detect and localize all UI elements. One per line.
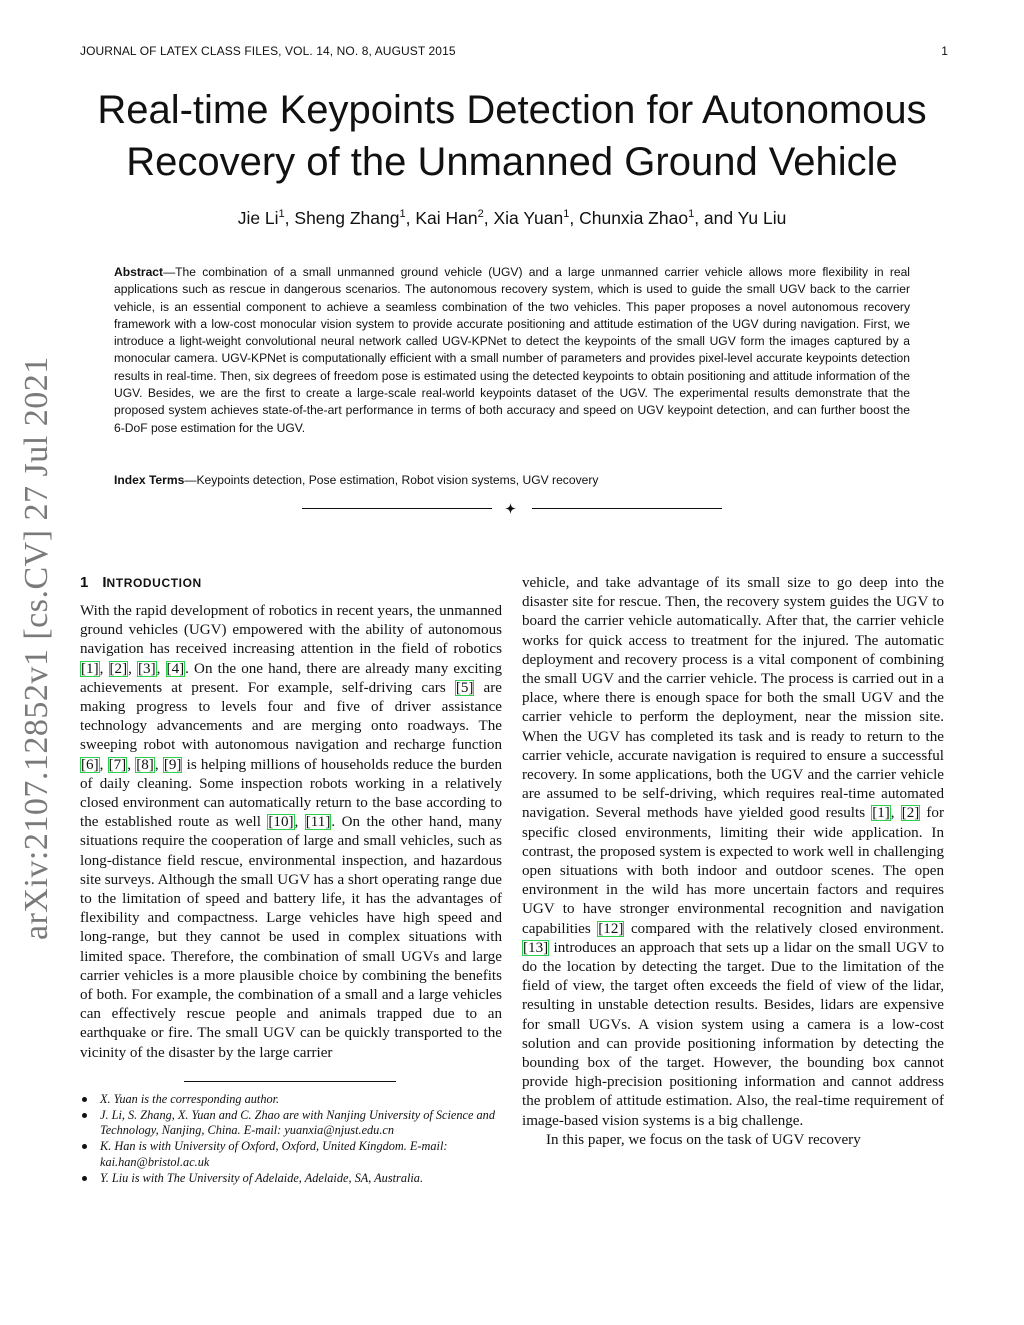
- running-header: [80, 44, 948, 58]
- footnote-item: [80, 1139, 502, 1169]
- footnote-text: K. Han is with University of Oxford, Oxford, United Kingdom. E-mail: kai.han@bristol.ac.uk: [100, 1139, 448, 1169]
- footnote-text: J. Li, S. Zhang, X. Yuan and C. Zhao are with Nanjing University of Science and Technology, Nanjing, China. E-mail: yuanxia@njust.edu.cn: [100, 1108, 495, 1138]
- paragraph-text: ,: [294, 814, 305, 831]
- intro-paragraph-3: In this paper, we focus on the task of UGV recovery: [546, 1131, 861, 1148]
- paragraph-text: With the rapid development of robotics in recent years, the unmanned ground vehicles (UGV) empowered with the ability of autonomous navigation has received increasing attention in the field of robotics: [80, 603, 502, 658]
- citation-link[interactable]: [4]: [166, 660, 185, 677]
- author-name: Jie Li: [237, 208, 279, 228]
- citation-link[interactable]: [9]: [163, 756, 182, 773]
- citation-link[interactable]: [2]: [901, 805, 920, 822]
- diamond-icon: [505, 503, 516, 514]
- footnote-rule: [184, 1081, 396, 1082]
- author-affiliation-mark: 1: [688, 208, 695, 221]
- citation-link[interactable]: [10]: [268, 814, 294, 831]
- paragraph-text: ,: [154, 756, 163, 773]
- abstract: [114, 264, 910, 437]
- paragraph-text: ,: [890, 805, 901, 822]
- citation-link[interactable]: [6]: [81, 756, 99, 773]
- divider-rule-right: [532, 508, 722, 509]
- author-affiliation-mark: 1: [399, 208, 406, 221]
- paragraph-text: are making progress to levels four and five of driver assistance technology advancements and are merging onto roadways. The sweeping robot with autonomous navigation and recharge function: [80, 679, 502, 754]
- paragraph-text: . On the one hand, there are already many exciting achievements at present. For example, self-driving cars: [80, 660, 503, 696]
- author-separator: ,: [569, 208, 580, 228]
- paper-title: [60, 84, 964, 188]
- index-terms-label: Index Terms: [114, 473, 185, 487]
- paragraph-text: . On the other hand, many situations require the cooperation of large and small vehicles, such as long-distance field rescue, environmental inspection, and hazardous site surveys. Although the small UGV has a short operating range due to the limitation of speed and battery life, it has the advantages of flexibility and compactness. Large vehicles have high speed and long-range, but they cannot be used in complex situations with limited space. Therefore, the combination of small UGVs and large carrier vehicles is a more plausible choice by combining the benefits of both. For example, the combination of a small and a large vehicles can effectively rescue people and animals trapped due to an earthquake or fire. The small UGV can be quickly transported to the vicinity of the disaster by the large carrier: [80, 814, 502, 1061]
- section-heading-introduction: [80, 574, 502, 592]
- author-separator: ,: [483, 208, 494, 228]
- author-affiliation-mark: 2: [477, 208, 484, 221]
- paragraph-text: for specific closed environments, limiting their wide application. In contrast, the proposed system is expected to work well in challenging open situations with both indoor and outdoor scenes. The open environment in the wild has more uncertain factors and requires UGV to have stronger environmental recognition and navigation capabilities: [522, 805, 945, 937]
- citation-link[interactable]: [8]: [136, 756, 154, 773]
- abstract-label: Abstract: [114, 265, 164, 279]
- citation-link[interactable]: [7]: [108, 756, 127, 773]
- citation-link[interactable]: [12]: [598, 920, 624, 937]
- citation-link[interactable]: [2]: [109, 660, 128, 677]
- right-column: [522, 574, 944, 1150]
- bullet-icon: [82, 1097, 87, 1102]
- footnote-item: [80, 1108, 502, 1138]
- footnote-item: [80, 1092, 502, 1107]
- footnote-list: [80, 1092, 502, 1186]
- section-title-rest: NTRODUCTION: [106, 576, 202, 590]
- author-name: Sheng Zhang: [294, 208, 400, 228]
- author-name: Kai Han: [415, 208, 478, 228]
- author-affiliation-mark: 1: [563, 208, 570, 221]
- citation-link[interactable]: [3]: [138, 660, 156, 677]
- intro-paragraph-2: [522, 574, 944, 1131]
- paragraph-text: ,: [99, 660, 109, 677]
- intro-paragraph-1: [80, 602, 502, 1063]
- paragraph-text: ,: [128, 660, 138, 677]
- left-column: [80, 574, 502, 1187]
- author-separator: , and: [694, 208, 738, 228]
- citation-link[interactable]: [5]: [455, 679, 474, 696]
- section-divider: [302, 500, 722, 518]
- title-line-2: Recovery of the Unmanned Ground Vehicle: [126, 140, 898, 184]
- bullet-icon: [82, 1113, 87, 1118]
- paragraph-text: ,: [127, 756, 136, 773]
- citation-link[interactable]: [1]: [872, 805, 890, 822]
- author-affiliation-mark: 1: [278, 208, 285, 221]
- author-list: [60, 208, 964, 229]
- author-name: Yu Liu: [737, 208, 787, 228]
- author-separator: ,: [405, 208, 416, 228]
- footnote-text: Y. Liu is with The University of Adelaide, Adelaide, SA, Australia.: [100, 1170, 424, 1185]
- divider-rule-left: [302, 508, 492, 509]
- section-number: 1: [80, 574, 89, 591]
- paragraph-text: compared with the relatively closed environment.: [624, 920, 944, 937]
- index-terms-text: —Keypoints detection, Pose estimation, Robot vision systems, UGV recovery: [184, 473, 599, 487]
- footnote-item: [80, 1171, 502, 1186]
- journal-info: JOURNAL OF LATEX CLASS FILES, VOL. 14, NO. 8, AUGUST 2015: [80, 44, 456, 58]
- paragraph-text: vehicle, and take advantage of its small size to go deep into the disaster site for rescue. Then, the recovery system guides the UGV to board the carrier vehicle automatically. After that, the carrier vehicle works for quick access to treatment for the injured. The automatic deployment and recovery process is a vital component of combining the small UGV and the carrier vehicle. The process is carried out in a place, where there is enough space for both the small UGV and the carrier vehicle to perform the deployment, near the mission site. When the UGV has completed its task and is ready to return to the carrier vehicle, accurate navigation is required to ensure a successful recovery. In some applications, both the UGV and the carrier vehicle are assumed to be self-driving, which requires real-time automated navigation. Several methods have yielded good results: [522, 575, 944, 822]
- index-terms: [114, 473, 910, 487]
- arxiv-stamp: arXiv:2107.12852v1 [cs.CV] 27 Jul 2021: [18, 356, 55, 940]
- section-title-initial: I: [102, 574, 107, 591]
- page-number: 1: [941, 44, 948, 58]
- author-name: Xia Yuan: [493, 208, 564, 228]
- abstract-text: —The combination of a small unmanned ground vehicle (UGV) and a large unmanned carrier vehicle allows more flexibility in real applications such as rescue in dangerous scenarios. The autonomous recovery system, which is used to guide the small UGV back to the carrier vehicle, is an essential component to achieve a seamless combination of the two vehicles. This paper proposes a novel autonomous recovery framework with a low-cost monocular vision system to provide accurate positioning and attitude estimation of the UGV during navigation. First, we introduce a light-weight convolutional neural network called UGV-KPNet to detect the keypoints of the small UGV form the images captured by a monocular camera. UGV-KPNet is computationally efficient with a small number of parameters and provides pixel-level accurate keypoints detection results in real-time. Then, six degrees of freedom pose is estimated using the detected keypoints to obtain positioning and attitude information of the UGV. Besides, we are the first to create a large-scale real-world keypoints dataset of the UGV. The experimental results demonstrate that the proposed system achieves state-of-the-art performance in terms of both accuracy and speed on UGV keypoint detection, and can further boost the 6-DoF pose estimation for the UGV.: [114, 265, 910, 435]
- title-line-1: Real-time Keypoints Detection for Autonomous: [97, 88, 927, 132]
- footnote-text: X. Yuan is the corresponding author.: [100, 1091, 280, 1106]
- citation-link[interactable]: [11]: [305, 814, 331, 831]
- bullet-icon: [82, 1176, 87, 1181]
- bullet-icon: [82, 1144, 87, 1149]
- paragraph-text: ,: [99, 756, 108, 773]
- paragraph-text: introduces an approach that sets up a lidar on the small UGV to do the location by detecting the target. Due to the limitation of the field of view, the target often exceeds the field of view of the lidar, resulting in unstable detection results. Besides, lidars are expensive for small UGVs. A vision system using a camera is a low-cost solution and can provide positioning information by detecting the bounding box of the target. However, the bounding box cannot provide high-precision positioning information and cannot address the problem of attitude estimation. Also, the real-time requirement of image-based vision systems is a big challenge.: [522, 939, 944, 1129]
- citation-link[interactable]: [13]: [523, 939, 549, 956]
- citation-link[interactable]: [1]: [81, 660, 99, 677]
- author-separator: ,: [284, 208, 295, 228]
- paragraph-text: ,: [156, 660, 166, 677]
- author-name: Chunxia Zhao: [579, 208, 689, 228]
- paragraph-text: is helping millions of households reduce the burden of daily cleaning. Some inspection robots working in a relatively closed environment can automatically return to the base according to the established route as well: [80, 756, 503, 831]
